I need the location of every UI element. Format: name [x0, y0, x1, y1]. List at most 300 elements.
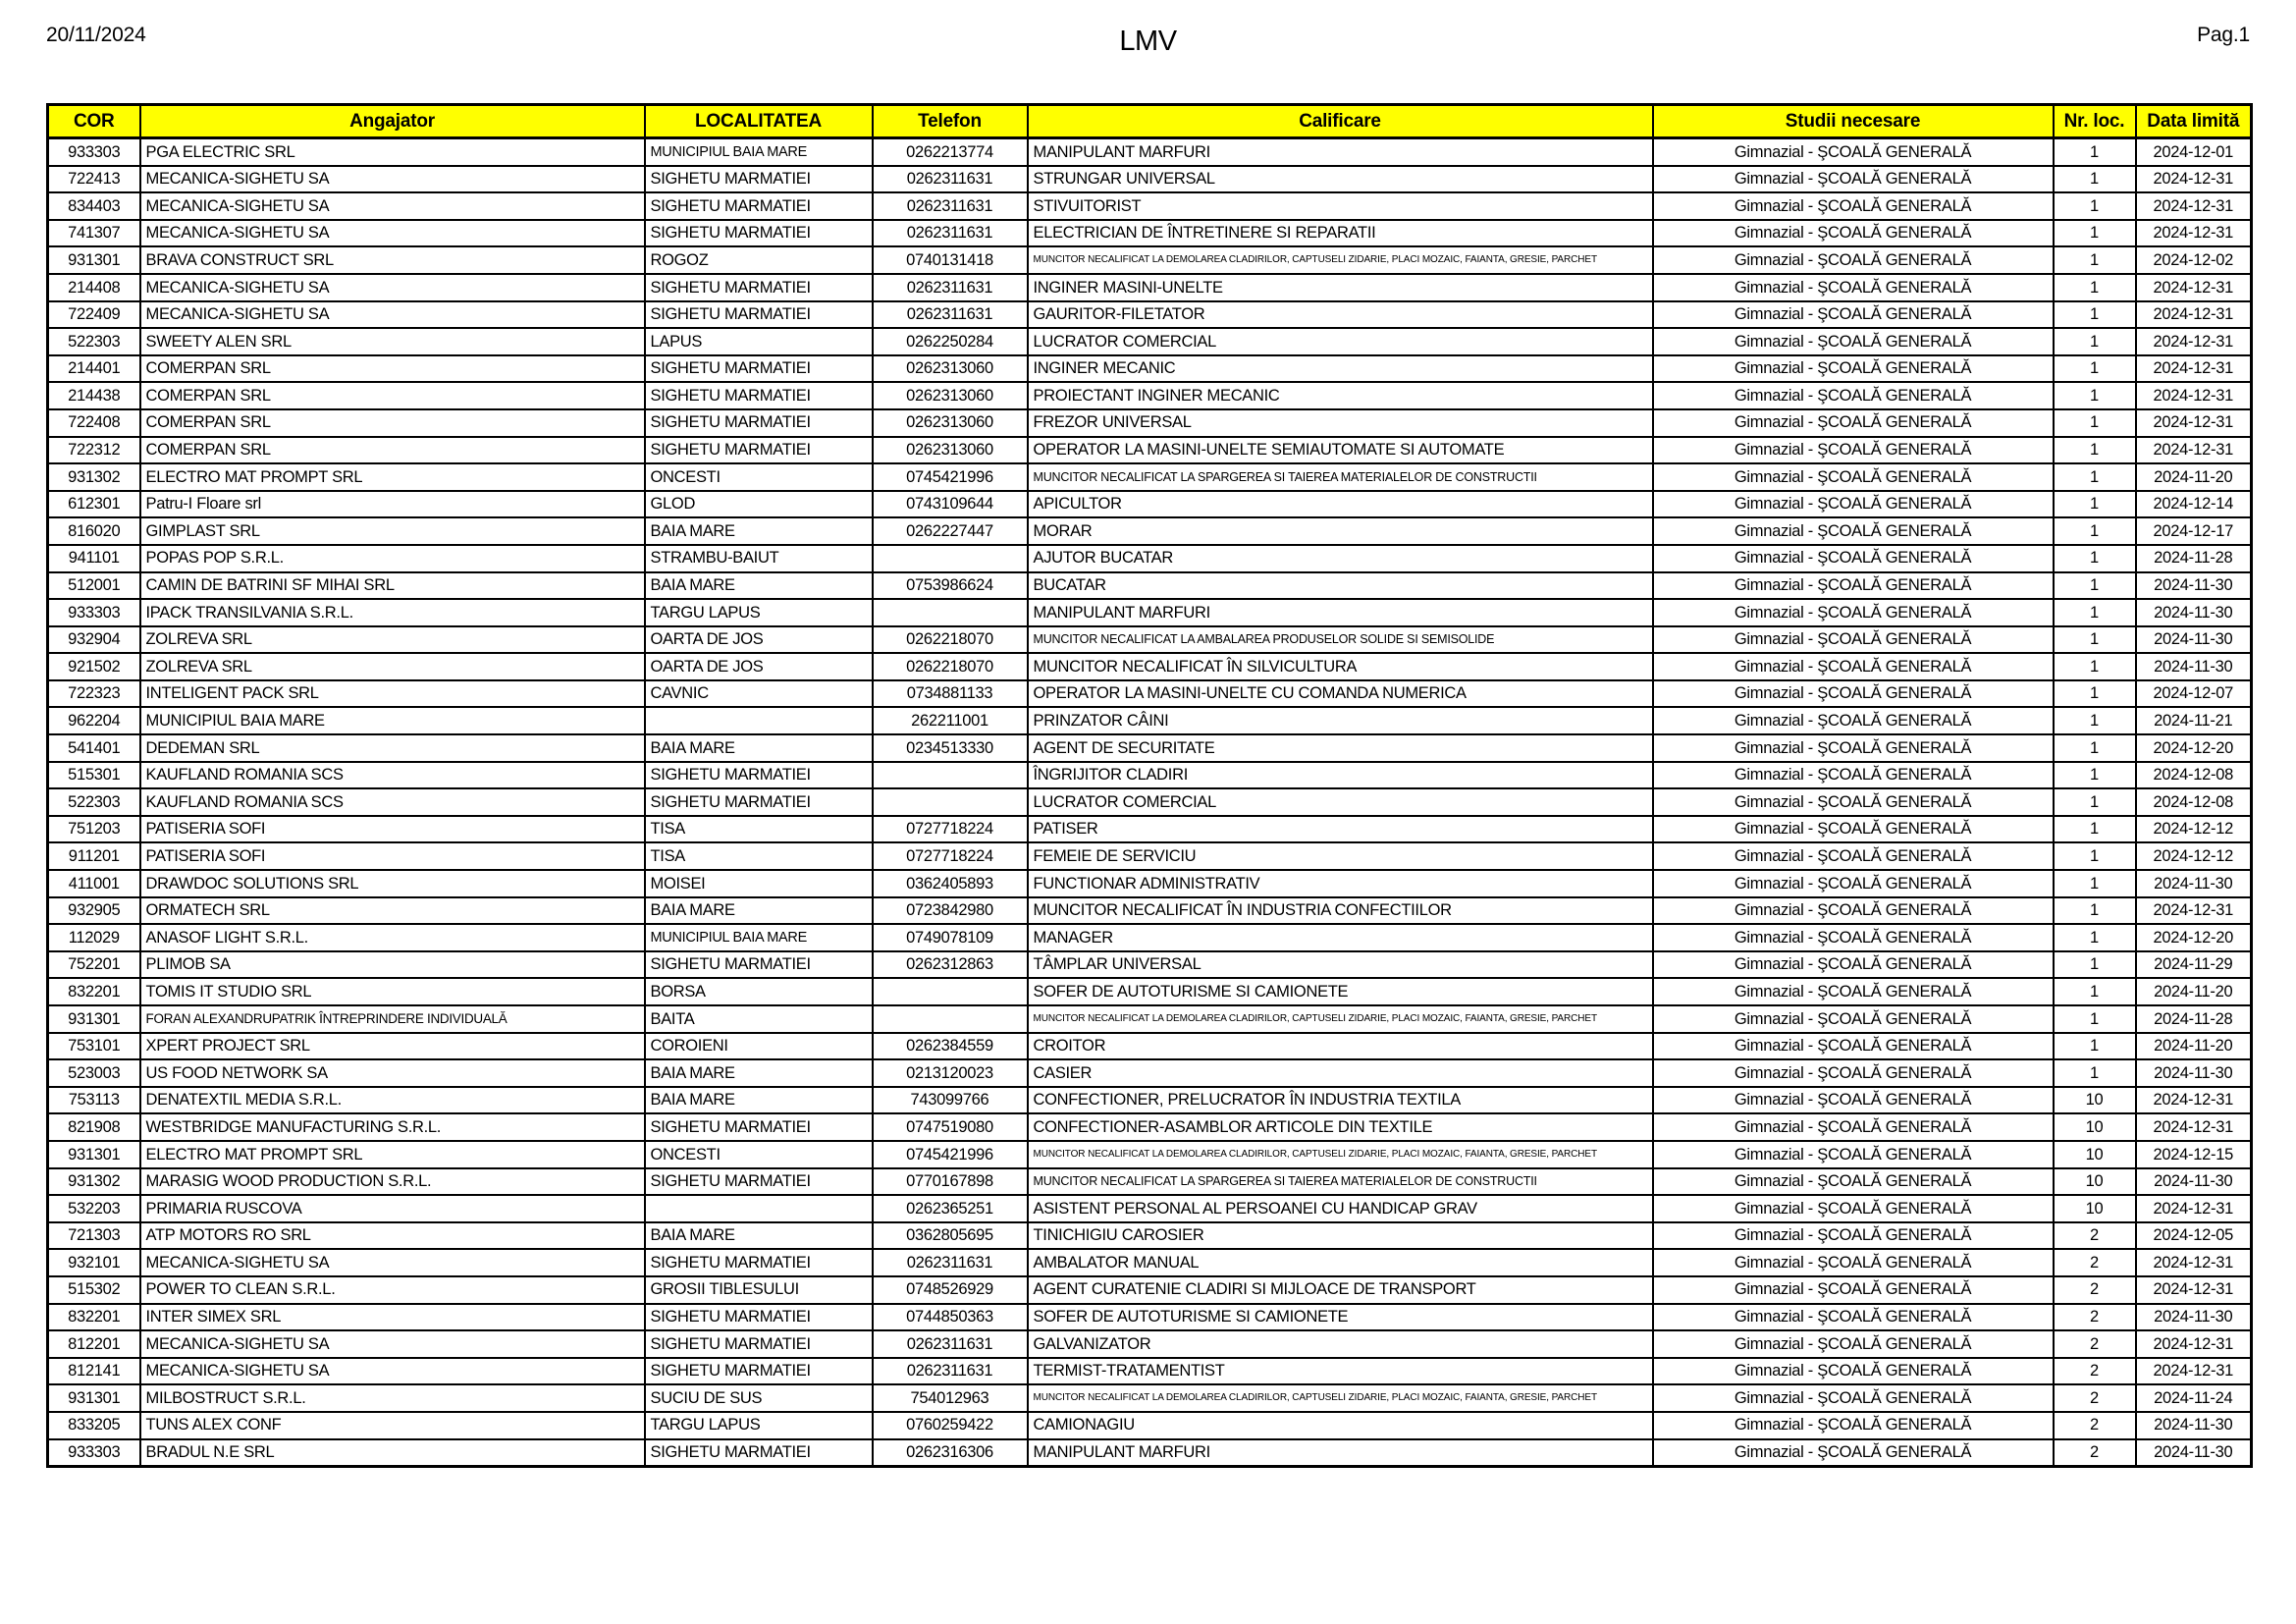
cell-calificare: SOFER DE AUTOTURISME SI CAMIONETE: [1028, 1304, 1653, 1331]
cell-angajator: ZOLREVA SRL: [140, 653, 645, 680]
cell-studii-necesare: Gimnazial - ŞCOALĂ GENERALĂ: [1653, 978, 2054, 1005]
cell-telefon: [873, 1005, 1028, 1033]
cell-telefon: 0748526929: [873, 1276, 1028, 1304]
cell-nr-loc: 1: [2054, 274, 2136, 301]
cell-localitatea: MUNICIPIUL BAIA MARE: [645, 924, 873, 951]
cell-angajator: DEDEMAN SRL: [140, 734, 645, 762]
cell-data-limita: 2024-11-30: [2136, 1059, 2252, 1087]
cell-cor: 752201: [48, 951, 140, 979]
cell-telefon: 0747519080: [873, 1113, 1028, 1141]
cell-cor: 722409: [48, 301, 140, 329]
cell-nr-loc: 2: [2054, 1384, 2136, 1412]
cell-calificare: CONFECTIONER-ASAMBLOR ARTICOLE DIN TEXTILE: [1028, 1113, 1653, 1141]
cell-data-limita: 2024-12-31: [2136, 301, 2252, 329]
cell-nr-loc: 1: [2054, 328, 2136, 355]
cell-studii-necesare: Gimnazial - ŞCOALĂ GENERALĂ: [1653, 1168, 2054, 1196]
cell-nr-loc: 1: [2054, 192, 2136, 220]
cell-angajator: PATISERIA SOFI: [140, 816, 645, 843]
cell-localitatea: SIGHETU MARMATIEI: [645, 301, 873, 329]
cell-localitatea: BAITA: [645, 1005, 873, 1033]
cell-cor: 931301: [48, 246, 140, 274]
cell-localitatea: SIGHETU MARMATIEI: [645, 1358, 873, 1385]
cell-data-limita: 2024-12-31: [2136, 192, 2252, 220]
cell-localitatea: SIGHETU MARMATIEI: [645, 1113, 873, 1141]
cell-calificare: STIVUITORIST: [1028, 192, 1653, 220]
cell-studii-necesare: Gimnazial - ŞCOALĂ GENERALĂ: [1653, 788, 2054, 816]
cell-angajator: INTELIGENT PACK SRL: [140, 680, 645, 708]
cell-calificare: LUCRATOR COMERCIAL: [1028, 788, 1653, 816]
cell-nr-loc: 1: [2054, 653, 2136, 680]
cell-calificare: AJUTOR BUCATAR: [1028, 545, 1653, 572]
table-row: [48, 1358, 2252, 1385]
cell-studii-necesare: Gimnazial - ŞCOALĂ GENERALĂ: [1653, 1195, 2054, 1222]
cell-angajator: PGA ELECTRIC SRL: [140, 138, 645, 166]
cell-studii-necesare: Gimnazial - ŞCOALĂ GENERALĂ: [1653, 599, 2054, 626]
cell-calificare: AGENT DE SECURITATE: [1028, 734, 1653, 762]
cell-calificare: TINICHIGIU CAROSIER: [1028, 1222, 1653, 1250]
cell-calificare: CASIER: [1028, 1059, 1653, 1087]
cell-localitatea: SIGHETU MARMATIEI: [645, 1330, 873, 1358]
cell-cor: 962204: [48, 707, 140, 734]
cell-angajator: ANASOF LIGHT S.R.L.: [140, 924, 645, 951]
table-row: [48, 463, 2252, 491]
cell-angajator: MECANICA-SIGHETU SA: [140, 1249, 645, 1276]
table-row: [48, 220, 2252, 247]
cell-localitatea: BAIA MARE: [645, 1059, 873, 1087]
cell-cor: 612301: [48, 491, 140, 518]
cell-angajator: MUNICIPIUL BAIA MARE: [140, 707, 645, 734]
cell-cor: 821908: [48, 1113, 140, 1141]
cell-nr-loc: 1: [2054, 816, 2136, 843]
cell-nr-loc: 1: [2054, 545, 2136, 572]
cell-cor: 816020: [48, 517, 140, 545]
cell-angajator: MECANICA-SIGHETU SA: [140, 166, 645, 193]
cell-cor: 931301: [48, 1005, 140, 1033]
cell-studii-necesare: Gimnazial - ŞCOALĂ GENERALĂ: [1653, 734, 2054, 762]
cell-localitatea: LAPUS: [645, 328, 873, 355]
cell-studii-necesare: Gimnazial - ŞCOALĂ GENERALĂ: [1653, 924, 2054, 951]
cell-data-limita: 2024-12-20: [2136, 924, 2252, 951]
table-row: [48, 545, 2252, 572]
cell-data-limita: 2024-12-17: [2136, 517, 2252, 545]
cell-angajator: COMERPAN SRL: [140, 382, 645, 409]
cell-studii-necesare: Gimnazial - ŞCOALĂ GENERALĂ: [1653, 1276, 2054, 1304]
cell-angajator: BRADUL N.E SRL: [140, 1439, 645, 1467]
cell-nr-loc: 1: [2054, 951, 2136, 979]
cell-data-limita: 2024-12-31: [2136, 1249, 2252, 1276]
cell-telefon: 743099766: [873, 1087, 1028, 1114]
cell-data-limita: 2024-12-31: [2136, 1358, 2252, 1385]
cell-cor: 214408: [48, 274, 140, 301]
cell-localitatea: SIGHETU MARMATIEI: [645, 1304, 873, 1331]
cell-telefon: 0362805695: [873, 1222, 1028, 1250]
cell-data-limita: 2024-12-14: [2136, 491, 2252, 518]
cell-calificare: TERMIST-TRATAMENTIST: [1028, 1358, 1653, 1385]
cell-localitatea: BAIA MARE: [645, 897, 873, 925]
cell-cor: 722312: [48, 437, 140, 464]
cell-angajator: DENATEXTIL MEDIA S.R.L.: [140, 1087, 645, 1114]
cell-cor: 753101: [48, 1033, 140, 1060]
table-row: [48, 653, 2252, 680]
cell-localitatea: CAVNIC: [645, 680, 873, 708]
cell-angajator: MECANICA-SIGHETU SA: [140, 192, 645, 220]
cell-data-limita: 2024-12-31: [2136, 437, 2252, 464]
cell-nr-loc: 2: [2054, 1330, 2136, 1358]
cell-angajator: ORMATECH SRL: [140, 897, 645, 925]
cell-telefon: 0262316306: [873, 1439, 1028, 1467]
cell-telefon: 0362405893: [873, 870, 1028, 897]
cell-nr-loc: 2: [2054, 1249, 2136, 1276]
cell-cor: 933303: [48, 599, 140, 626]
cell-cor: 722413: [48, 166, 140, 193]
table-row: [48, 1304, 2252, 1331]
cell-nr-loc: 2: [2054, 1439, 2136, 1467]
cell-telefon: 0262313060: [873, 382, 1028, 409]
cell-telefon: 0734881133: [873, 680, 1028, 708]
cell-angajator: COMERPAN SRL: [140, 355, 645, 383]
cell-localitatea: SIGHETU MARMATIEI: [645, 166, 873, 193]
cell-studii-necesare: Gimnazial - ŞCOALĂ GENERALĂ: [1653, 1358, 2054, 1385]
cell-nr-loc: 1: [2054, 870, 2136, 897]
cell-nr-loc: 1: [2054, 680, 2136, 708]
cell-data-limita: 2024-12-12: [2136, 842, 2252, 870]
cell-data-limita: 2024-12-31: [2136, 274, 2252, 301]
cell-data-limita: 2024-11-28: [2136, 1005, 2252, 1033]
cell-calificare: CONFECTIONER, PRELUCRATOR ÎN INDUSTRIA TEXTILA: [1028, 1087, 1653, 1114]
cell-angajator: KAUFLAND ROMANIA SCS: [140, 762, 645, 789]
cell-nr-loc: 1: [2054, 572, 2136, 600]
cell-angajator: ATP MOTORS RO SRL: [140, 1222, 645, 1250]
cell-angajator: PRIMARIA RUSCOVA: [140, 1195, 645, 1222]
table-row: [48, 437, 2252, 464]
cell-angajator: MECANICA-SIGHETU SA: [140, 1330, 645, 1358]
cell-data-limita: 2024-12-31: [2136, 1087, 2252, 1114]
cell-calificare: OPERATOR LA MASINI-UNELTE CU COMANDA NUMERICA: [1028, 680, 1653, 708]
table-row: [48, 1168, 2252, 1196]
cell-calificare: ELECTRICIAN DE ÎNTRETINERE SI REPARATII: [1028, 220, 1653, 247]
cell-studii-necesare: Gimnazial - ŞCOALĂ GENERALĂ: [1653, 1005, 2054, 1033]
cell-cor: 932904: [48, 626, 140, 654]
cell-cor: 721303: [48, 1222, 140, 1250]
cell-telefon: 0760259422: [873, 1412, 1028, 1439]
cell-studii-necesare: Gimnazial - ŞCOALĂ GENERALĂ: [1653, 382, 2054, 409]
cell-nr-loc: 1: [2054, 842, 2136, 870]
cell-studii-necesare: Gimnazial - ŞCOALĂ GENERALĂ: [1653, 1439, 2054, 1467]
table-row: [48, 870, 2252, 897]
cell-data-limita: 2024-12-31: [2136, 382, 2252, 409]
cell-nr-loc: 1: [2054, 463, 2136, 491]
cell-data-limita: 2024-12-08: [2136, 762, 2252, 789]
cell-studii-necesare: Gimnazial - ŞCOALĂ GENERALĂ: [1653, 1059, 2054, 1087]
cell-angajator: BRAVA CONSTRUCT SRL: [140, 246, 645, 274]
cell-localitatea: MUNICIPIUL BAIA MARE: [645, 138, 873, 166]
cell-data-limita: 2024-12-15: [2136, 1141, 2252, 1168]
cell-calificare: OPERATOR LA MASINI-UNELTE SEMIAUTOMATE SI AUTOMATE: [1028, 437, 1653, 464]
cell-cor: 523003: [48, 1059, 140, 1087]
column-header-telefon: Telefon: [873, 105, 1028, 138]
cell-data-limita: 2024-11-30: [2136, 1304, 2252, 1331]
table-row: [48, 1276, 2252, 1304]
cell-cor: 515301: [48, 762, 140, 789]
cell-localitatea: TARGU LAPUS: [645, 599, 873, 626]
cell-angajator: KAUFLAND ROMANIA SCS: [140, 788, 645, 816]
cell-studii-necesare: Gimnazial - ŞCOALĂ GENERALĂ: [1653, 680, 2054, 708]
cell-nr-loc: 2: [2054, 1412, 2136, 1439]
table-row: [48, 355, 2252, 383]
cell-studii-necesare: Gimnazial - ŞCOALĂ GENERALĂ: [1653, 572, 2054, 600]
cell-data-limita: 2024-12-20: [2136, 734, 2252, 762]
cell-data-limita: 2024-12-31: [2136, 1276, 2252, 1304]
cell-nr-loc: 10: [2054, 1113, 2136, 1141]
cell-localitatea: STRAMBU-BAIUT: [645, 545, 873, 572]
cell-studii-necesare: Gimnazial - ŞCOALĂ GENERALĂ: [1653, 355, 2054, 383]
cell-telefon: 0213120023: [873, 1059, 1028, 1087]
cell-studii-necesare: Gimnazial - ŞCOALĂ GENERALĂ: [1653, 1141, 2054, 1168]
cell-data-limita: 2024-12-31: [2136, 328, 2252, 355]
cell-cor: 833205: [48, 1412, 140, 1439]
cell-data-limita: 2024-11-30: [2136, 1412, 2252, 1439]
cell-angajator: FORAN ALEXANDRUPATRIK ÎNTREPRINDERE INDIVIDUALĂ: [140, 1005, 645, 1033]
cell-angajator: PLIMOB SA: [140, 951, 645, 979]
table-row: [48, 816, 2252, 843]
cell-data-limita: 2024-11-28: [2136, 545, 2252, 572]
cell-telefon: 0262311631: [873, 1330, 1028, 1358]
cell-calificare: MANIPULANT MARFURI: [1028, 599, 1653, 626]
cell-calificare: MANIPULANT MARFURI: [1028, 1439, 1653, 1467]
table-row: [48, 1330, 2252, 1358]
cell-studii-necesare: Gimnazial - ŞCOALĂ GENERALĂ: [1653, 437, 2054, 464]
cell-angajator: IPACK TRANSILVANIA S.R.L.: [140, 599, 645, 626]
cell-nr-loc: 10: [2054, 1087, 2136, 1114]
cell-cor: 832201: [48, 1304, 140, 1331]
cell-nr-loc: 1: [2054, 788, 2136, 816]
cell-angajator: MECANICA-SIGHETU SA: [140, 274, 645, 301]
cell-angajator: INTER SIMEX SRL: [140, 1304, 645, 1331]
cell-nr-loc: 1: [2054, 437, 2136, 464]
cell-localitatea: MOISEI: [645, 870, 873, 897]
cell-telefon: 0262311631: [873, 274, 1028, 301]
cell-cor: 812141: [48, 1358, 140, 1385]
vacancies-table: [46, 103, 2253, 1468]
cell-data-limita: 2024-12-31: [2136, 1195, 2252, 1222]
cell-studii-necesare: Gimnazial - ŞCOALĂ GENERALĂ: [1653, 463, 2054, 491]
cell-studii-necesare: Gimnazial - ŞCOALĂ GENERALĂ: [1653, 517, 2054, 545]
cell-data-limita: 2024-11-20: [2136, 978, 2252, 1005]
cell-localitatea: GROSII TIBLESULUI: [645, 1276, 873, 1304]
cell-telefon: 0262313060: [873, 355, 1028, 383]
cell-localitatea: [645, 1195, 873, 1222]
cell-telefon: [873, 788, 1028, 816]
cell-data-limita: 2024-11-30: [2136, 870, 2252, 897]
cell-calificare: MANAGER: [1028, 924, 1653, 951]
cell-angajator: MILBOSTRUCT S.R.L.: [140, 1384, 645, 1412]
cell-cor: 532203: [48, 1195, 140, 1222]
cell-calificare: TÂMPLAR UNIVERSAL: [1028, 951, 1653, 979]
cell-calificare: GAURITOR-FILETATOR: [1028, 301, 1653, 329]
cell-localitatea: [645, 707, 873, 734]
column-header-cor: COR: [48, 105, 140, 138]
cell-nr-loc: 1: [2054, 707, 2136, 734]
cell-angajator: PATISERIA SOFI: [140, 842, 645, 870]
cell-telefon: [873, 599, 1028, 626]
cell-data-limita: 2024-12-05: [2136, 1222, 2252, 1250]
cell-localitatea: TISA: [645, 816, 873, 843]
cell-nr-loc: 1: [2054, 1033, 2136, 1060]
cell-data-limita: 2024-12-02: [2136, 246, 2252, 274]
cell-calificare: MUNCITOR NECALIFICAT LA AMBALAREA PRODUSELOR SOLIDE SI SEMISOLIDE: [1028, 626, 1653, 654]
cell-angajator: ELECTRO MAT PROMPT SRL: [140, 1141, 645, 1168]
cell-localitatea: BAIA MARE: [645, 1222, 873, 1250]
cell-localitatea: BAIA MARE: [645, 734, 873, 762]
cell-localitatea: SIGHETU MARMATIEI: [645, 274, 873, 301]
cell-localitatea: ONCESTI: [645, 463, 873, 491]
cell-telefon: 0727718224: [873, 842, 1028, 870]
cell-angajator: SWEETY ALEN SRL: [140, 328, 645, 355]
cell-angajator: TUNS ALEX CONF: [140, 1412, 645, 1439]
cell-data-limita: 2024-12-31: [2136, 897, 2252, 925]
cell-localitatea: GLOD: [645, 491, 873, 518]
cell-localitatea: SIGHETU MARMATIEI: [645, 788, 873, 816]
cell-calificare: APICULTOR: [1028, 491, 1653, 518]
cell-studii-necesare: Gimnazial - ŞCOALĂ GENERALĂ: [1653, 192, 2054, 220]
cell-cor: 812201: [48, 1330, 140, 1358]
cell-calificare: MUNCITOR NECALIFICAT LA DEMOLAREA CLADIRILOR, CAPTUSELI ZIDARIE, PLACI MOZAIC, FAIANTA, GRESIE, PARCHET: [1028, 1141, 1653, 1168]
cell-data-limita: 2024-11-30: [2136, 626, 2252, 654]
cell-studii-necesare: Gimnazial - ŞCOALĂ GENERALĂ: [1653, 1113, 2054, 1141]
table-row: [48, 599, 2252, 626]
cell-localitatea: SIGHETU MARMATIEI: [645, 1439, 873, 1467]
cell-data-limita: 2024-12-08: [2136, 788, 2252, 816]
cell-telefon: 0262365251: [873, 1195, 1028, 1222]
cell-telefon: 0262311631: [873, 1358, 1028, 1385]
cell-angajator: ELECTRO MAT PROMPT SRL: [140, 463, 645, 491]
cell-telefon: 0745421996: [873, 1141, 1028, 1168]
table-row: [48, 1087, 2252, 1114]
column-header-localitatea: LOCALITATEA: [645, 105, 873, 138]
cell-studii-necesare: Gimnazial - ŞCOALĂ GENERALĂ: [1653, 897, 2054, 925]
cell-nr-loc: 10: [2054, 1195, 2136, 1222]
cell-nr-loc: 1: [2054, 166, 2136, 193]
cell-calificare: INGINER MECANIC: [1028, 355, 1653, 383]
cell-nr-loc: 1: [2054, 517, 2136, 545]
cell-data-limita: 2024-11-30: [2136, 1439, 2252, 1467]
table-row: [48, 491, 2252, 518]
table-row: [48, 192, 2252, 220]
cell-telefon: 0743109644: [873, 491, 1028, 518]
cell-studii-necesare: Gimnazial - ŞCOALĂ GENERALĂ: [1653, 491, 2054, 518]
cell-cor: 722323: [48, 680, 140, 708]
cell-nr-loc: 1: [2054, 355, 2136, 383]
cell-telefon: 0262218070: [873, 626, 1028, 654]
table-row: [48, 978, 2252, 1005]
cell-telefon: 0740131418: [873, 246, 1028, 274]
cell-studii-necesare: Gimnazial - ŞCOALĂ GENERALĂ: [1653, 1384, 2054, 1412]
cell-localitatea: SIGHETU MARMATIEI: [645, 220, 873, 247]
cell-studii-necesare: Gimnazial - ŞCOALĂ GENERALĂ: [1653, 138, 2054, 166]
cell-calificare: MUNCITOR NECALIFICAT ÎN INDUSTRIA CONFECTIILOR: [1028, 897, 1653, 925]
cell-calificare: MUNCITOR NECALIFICAT LA DEMOLAREA CLADIRILOR, CAPTUSELI ZIDARIE, PLACI MOZAIC, FAIANTA, GRESIE, PARCHET: [1028, 1384, 1653, 1412]
cell-studii-necesare: Gimnazial - ŞCOALĂ GENERALĂ: [1653, 951, 2054, 979]
cell-data-limita: 2024-11-30: [2136, 572, 2252, 600]
cell-localitatea: BAIA MARE: [645, 517, 873, 545]
cell-nr-loc: 10: [2054, 1168, 2136, 1196]
cell-calificare: MUNCITOR NECALIFICAT LA DEMOLAREA CLADIRILOR, CAPTUSELI ZIDARIE, PLACI MOZAIC, FAIANTA, GRESIE, PARCHET: [1028, 1005, 1653, 1033]
cell-localitatea: BORSA: [645, 978, 873, 1005]
cell-localitatea: SIGHETU MARMATIEI: [645, 382, 873, 409]
cell-telefon: 754012963: [873, 1384, 1028, 1412]
table-row: [48, 924, 2252, 951]
table-row: [48, 788, 2252, 816]
cell-angajator: COMERPAN SRL: [140, 409, 645, 437]
cell-calificare: GALVANIZATOR: [1028, 1330, 1653, 1358]
cell-calificare: CROITOR: [1028, 1033, 1653, 1060]
table-row: [48, 1033, 2252, 1060]
cell-angajator: ZOLREVA SRL: [140, 626, 645, 654]
cell-calificare: MUNCITOR NECALIFICAT LA DEMOLAREA CLADIRILOR, CAPTUSELI ZIDARIE, PLACI MOZAIC, FAIANTA, GRESIE, PARCHET: [1028, 246, 1653, 274]
cell-angajator: WESTBRIDGE MANUFACTURING S.R.L.: [140, 1113, 645, 1141]
cell-cor: 834403: [48, 192, 140, 220]
cell-cor: 753113: [48, 1087, 140, 1114]
cell-telefon: 0262213774: [873, 138, 1028, 166]
cell-localitatea: SUCIU DE SUS: [645, 1384, 873, 1412]
cell-cor: 112029: [48, 924, 140, 951]
cell-data-limita: 2024-11-30: [2136, 1168, 2252, 1196]
table-row: [48, 897, 2252, 925]
table-row: [48, 842, 2252, 870]
cell-telefon: 0262250284: [873, 328, 1028, 355]
cell-calificare: MORAR: [1028, 517, 1653, 545]
cell-cor: 515302: [48, 1276, 140, 1304]
cell-calificare: STRUNGAR UNIVERSAL: [1028, 166, 1653, 193]
cell-studii-necesare: Gimnazial - ŞCOALĂ GENERALĂ: [1653, 1222, 2054, 1250]
cell-studii-necesare: Gimnazial - ŞCOALĂ GENERALĂ: [1653, 220, 2054, 247]
cell-studii-necesare: Gimnazial - ŞCOALĂ GENERALĂ: [1653, 328, 2054, 355]
cell-calificare: BUCATAR: [1028, 572, 1653, 600]
cell-angajator: POPAS POP S.R.L.: [140, 545, 645, 572]
table-row: [48, 1439, 2252, 1467]
cell-localitatea: TISA: [645, 842, 873, 870]
cell-cor: 933303: [48, 138, 140, 166]
cell-cor: 931302: [48, 463, 140, 491]
cell-telefon: [873, 545, 1028, 572]
cell-angajator: COMERPAN SRL: [140, 437, 645, 464]
cell-data-limita: 2024-12-01: [2136, 138, 2252, 166]
table-row: [48, 572, 2252, 600]
cell-telefon: 0753986624: [873, 572, 1028, 600]
cell-studii-necesare: Gimnazial - ŞCOALĂ GENERALĂ: [1653, 1412, 2054, 1439]
cell-angajator: DRAWDOC SOLUTIONS SRL: [140, 870, 645, 897]
table-row: [48, 382, 2252, 409]
cell-calificare: FEMEIE DE SERVICIU: [1028, 842, 1653, 870]
table-body: [48, 138, 2252, 1467]
cell-calificare: CAMIONAGIU: [1028, 1412, 1653, 1439]
cell-angajator: Patru-I Floare srl: [140, 491, 645, 518]
cell-cor: 921502: [48, 653, 140, 680]
cell-angajator: GIMPLAST SRL: [140, 517, 645, 545]
cell-telefon: 0262311631: [873, 301, 1028, 329]
cell-telefon: 262211001: [873, 707, 1028, 734]
cell-localitatea: SIGHETU MARMATIEI: [645, 1168, 873, 1196]
cell-nr-loc: 1: [2054, 924, 2136, 951]
cell-localitatea: SIGHETU MARMATIEI: [645, 409, 873, 437]
cell-cor: 931302: [48, 1168, 140, 1196]
cell-telefon: 0262313060: [873, 409, 1028, 437]
cell-calificare: MUNCITOR NECALIFICAT ÎN SILVICULTURA: [1028, 653, 1653, 680]
cell-calificare: FUNCTIONAR ADMINISTRATIV: [1028, 870, 1653, 897]
cell-studii-necesare: Gimnazial - ŞCOALĂ GENERALĂ: [1653, 1033, 2054, 1060]
cell-studii-necesare: Gimnazial - ŞCOALĂ GENERALĂ: [1653, 246, 2054, 274]
cell-data-limita: 2024-11-29: [2136, 951, 2252, 979]
